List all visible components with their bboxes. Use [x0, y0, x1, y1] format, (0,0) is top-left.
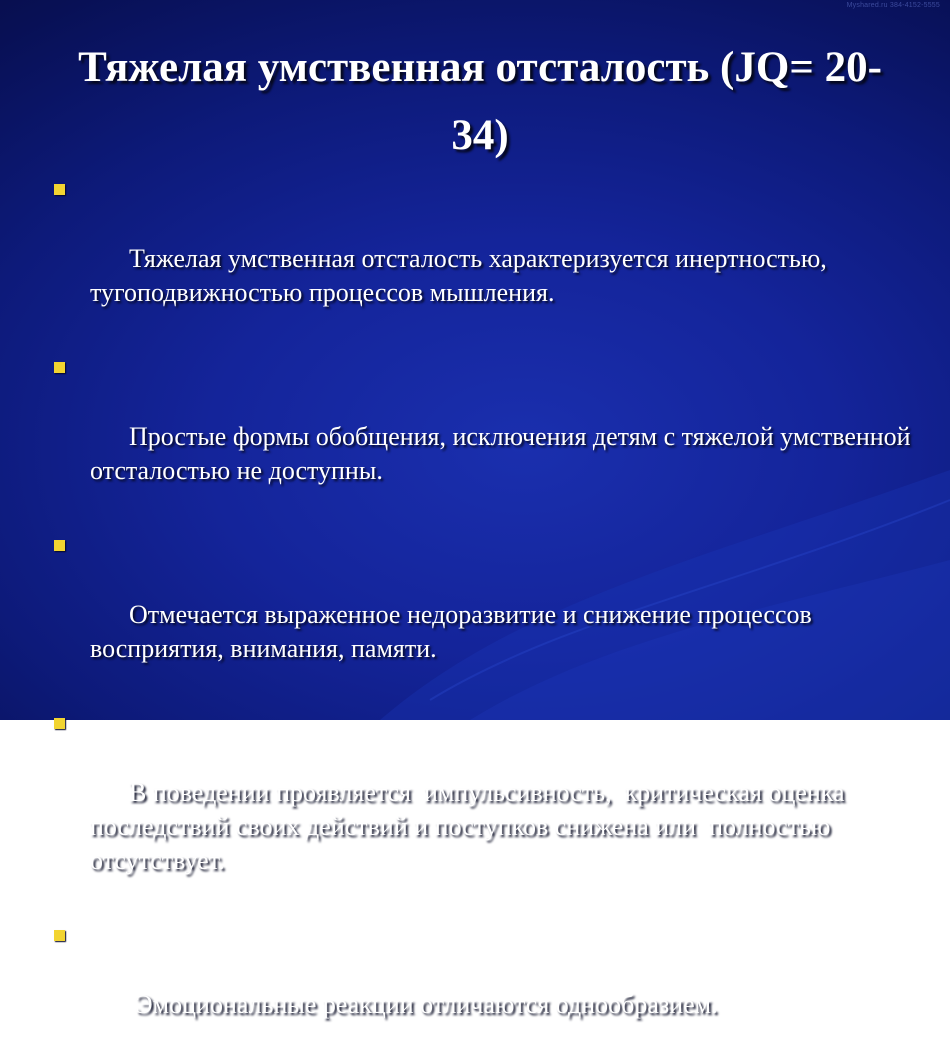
bullet-square-icon — [54, 930, 65, 941]
bullet-square-icon — [54, 540, 65, 551]
bullet-square-icon — [54, 184, 65, 195]
bullet-item — [54, 708, 924, 912]
bullet-item — [54, 920, 924, 1056]
bullet-square-icon — [54, 718, 65, 729]
bullet-square-icon — [54, 362, 65, 373]
bullet-list — [54, 174, 924, 1064]
bullet-item — [54, 530, 924, 700]
watermark: Myshared.ru 384-4152-5555 — [846, 2, 940, 9]
bullet-text: Эмоциональные реакции отличаются однообразием. — [129, 990, 718, 1019]
bullet-text: Отмечается выраженное недоразвитие и снижение процессов восприятия, внимания, памяти. — [90, 600, 819, 663]
bullet-text: Простые формы обобщения, исключения детям с тяжелой умственной отсталостью не доступны. — [90, 422, 918, 485]
bullet-text: Тяжелая умственная отсталость характеризуется инертностью, тугоподвижностью процессов мышления. — [90, 244, 834, 307]
bullet-item — [54, 352, 924, 522]
slide-title: Тяжелая умственная отсталость (JQ= 20-34) — [78, 44, 882, 159]
bullet-item — [54, 174, 924, 344]
bullet-text: В поведении проявляется импульсивность, критическая оценка последствий своих действий и поступков снижена или полностью отсутствует. — [90, 778, 852, 875]
